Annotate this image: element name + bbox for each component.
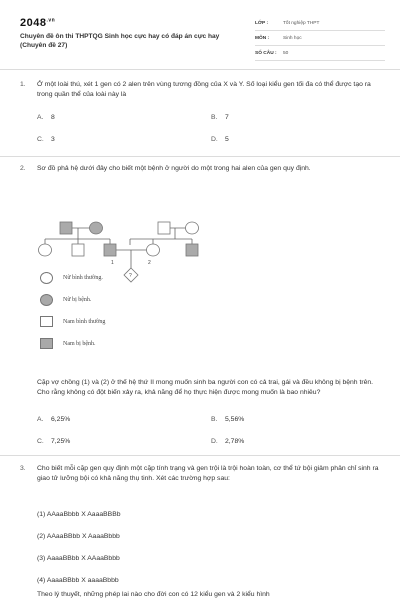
document-header — [0, 0, 400, 70]
pedigree-male-normal — [72, 244, 84, 256]
pedigree-question-mark: ? — [129, 273, 132, 279]
meta-table — [255, 16, 385, 61]
meta-row-subject — [255, 31, 385, 46]
option-b[interactable]: B. 5,56% — [211, 416, 245, 423]
meta-value: Sinh học — [283, 35, 302, 41]
circle-empty-icon — [40, 272, 53, 284]
question-3 — [20, 464, 380, 483]
question-2-options — [37, 416, 377, 456]
square-filled-icon — [40, 338, 53, 349]
legend-male-affected: Nam bị bệnh. — [40, 338, 96, 349]
question-3-text2: Theo lý thuyết, những phép lai nào cho đời con có 12 kiểu gen và 2 kiểu hình — [37, 591, 270, 598]
option-b[interactable]: B. 7 — [211, 114, 229, 121]
meta-value: 50 — [283, 50, 289, 56]
option-c[interactable]: C. 3 — [37, 136, 55, 143]
pedigree-male-affected — [186, 244, 198, 256]
document-title: Chuyên đề ôn thi THPTQG Sinh học cực hay có đáp án cực hay (Chuyên đề 27) — [20, 33, 220, 49]
question-text: Cho biết mỗi cặp gen quy định một cặp tính trạng và gen trội là trội hoàn toàn, cơ thể tứ bội giảm phân chỉ sinh ra giao tử lưỡng bội có khả năng thụ tinh. Xét các trường hợp sau: — [37, 465, 379, 482]
question-number: 2. — [20, 165, 26, 172]
legend-male-normal: Nam bình thường — [40, 316, 105, 327]
meta-row-count — [255, 46, 385, 61]
divider — [0, 455, 400, 456]
option-a[interactable]: A. 6,25% — [37, 416, 71, 423]
option-d[interactable]: D. 2,78% — [211, 438, 245, 445]
pedigree-female-normal — [186, 222, 199, 234]
meta-key: SỐ CÂU : — [255, 50, 277, 56]
cross-1: (1) AAaaBbbb X AaaaBBBb — [37, 511, 121, 518]
question-1-options — [37, 114, 377, 154]
pedigree-label-1: 1 — [111, 260, 114, 266]
meta-key: MÔN : — [255, 35, 270, 41]
question-number: 1. — [20, 81, 26, 88]
pedigree-male-affected — [104, 244, 116, 256]
square-empty-icon — [40, 316, 53, 327]
pedigree-female-normal — [39, 244, 52, 256]
pedigree-female-affected — [90, 222, 103, 234]
cross-4: (4) AaaaBBbb X aaaaBbbb — [37, 577, 119, 584]
question-text: Cặp vợ chồng (1) và (2) ở thế hệ thứ II mong muốn sinh ba người con có cả trai, gái và đều không bị bệnh trên. Cho rằng không có đột biến xảy ra, khả năng để họ thực hiện được mong muốn là bao nhiêu? — [37, 379, 374, 396]
meta-row-class — [255, 16, 385, 31]
pedigree-male-normal — [158, 222, 170, 234]
pedigree-female-normal — [147, 244, 160, 256]
question-1 — [20, 80, 380, 99]
option-d[interactable]: D. 5 — [211, 136, 229, 143]
pedigree-male-affected — [60, 222, 72, 234]
question-number: 3. — [20, 465, 26, 472]
option-a[interactable]: A. 8 — [37, 114, 55, 121]
option-c[interactable]: C. 7,25% — [37, 438, 71, 445]
cross-2: (2) AAaaBBbb X AaaaBbbb — [37, 533, 120, 540]
question-text: Sơ đồ phả hệ dưới đây cho biết một bệnh ở người do một trong hai alen của gen quy định. — [37, 165, 311, 172]
circle-filled-icon — [40, 294, 53, 306]
question-2-text2 — [37, 378, 377, 397]
legend-female-affected: Nữ bị bệnh. — [40, 294, 91, 306]
brand-logo[interactable]: $2048^{.vn}$ — [20, 17, 56, 29]
divider — [0, 69, 400, 70]
meta-value: Tốt nghiệp THPT — [283, 20, 320, 26]
meta-key: LỚP : — [255, 20, 269, 26]
legend-female-normal: Nữ bình thường. — [40, 272, 103, 284]
question-2 — [20, 164, 380, 174]
cross-3: (3) AaaaBBbb X AAaaBbbb — [37, 555, 120, 562]
question-text: Ở một loài thú, xét 1 gen có 2 alen trên vùng tương đồng của X và Y. Số loại kiểu gen tối đa có thể được tạo ra trong quần thể của loài này là — [37, 81, 371, 98]
divider — [0, 156, 400, 157]
pedigree-label-2: 2 — [148, 260, 151, 266]
